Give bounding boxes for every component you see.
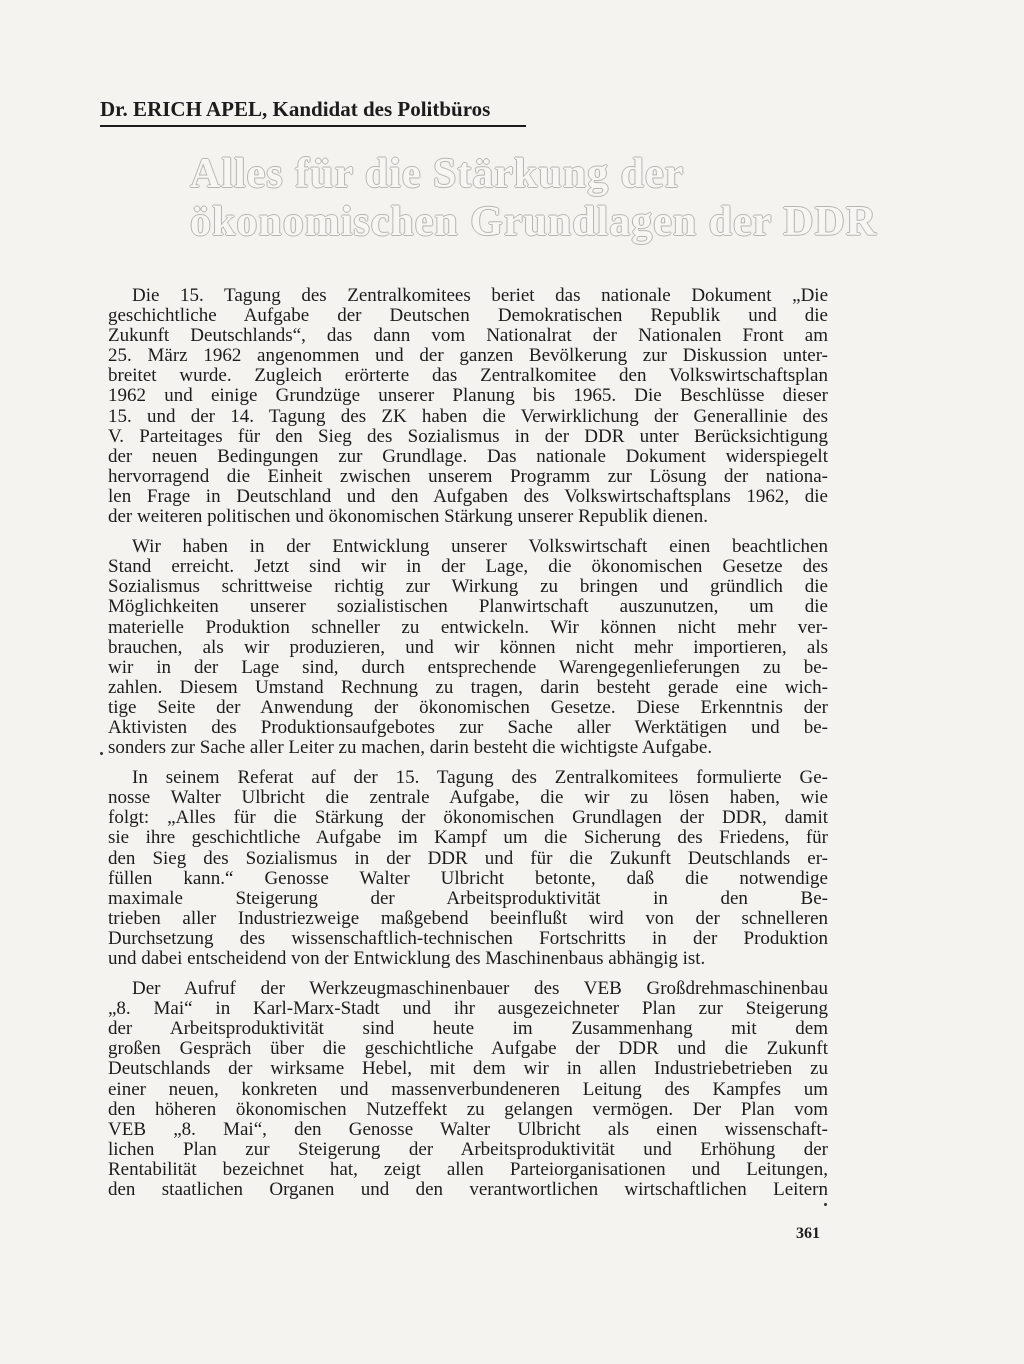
page-number: 361 [796, 1225, 820, 1242]
text-line: 15. und der 14. Tagung des ZK haben die Verwirklichung der Generallinie des [108, 406, 828, 427]
text-line: Stand erreicht. Jetzt sind wir in der Lage, die ökonomischen Gesetze des [108, 557, 828, 578]
text-line: folgt: „Alles für die Stärkung der ökonomischen Grundlagen der DDR, damit [108, 808, 828, 829]
headline-line-2: ökonomischen Grundlagen der DDR [190, 199, 878, 245]
text-line: und dabei entscheidend von der Entwicklung des Maschinenbaus abhängig ist. [108, 949, 706, 969]
text-line: hervorragend die Einheit zwischen unserem Programm zur Lösung der nationa- [108, 466, 828, 487]
text-line: Wir haben in der Entwicklung unserer Volkswirtschaft einen beachtlichen [132, 537, 828, 558]
text-line: „8. Mai“ in Karl-Marx-Stadt und ihr ausgezeichneter Plan zur Steigerung [108, 999, 828, 1020]
text-line: Der Aufruf der Werkzeugmaschinenbauer des VEB Großdrehmaschinenbau [132, 979, 828, 1000]
text-line: sonders zur Sache aller Leiter zu machen, darin besteht die wichtigste Aufgabe. [108, 738, 713, 759]
text-line: Durchsetzung des wissenschaftlich-technischen Fortschritts in der Produktion [108, 928, 828, 949]
text-line: materielle Produktion schneller zu entwickeln. Wir können nicht mehr ver- [108, 617, 828, 638]
text-line: geschichtliche Aufgabe der Deutschen Demokratischen Republik und die [108, 306, 828, 327]
paragraph-1 [108, 286, 828, 527]
text-line: Die 15. Tagung des Zentralkomitees beriet das nationale Dokument „Die [132, 286, 828, 306]
text-line: VEB „8. Mai“, den Genosse Walter Ulbricht als einen wissenschaft- [108, 1119, 828, 1140]
text-line: sie ihre geschichtliche Aufgabe im Kampf um die Sicherung des Friedens, für [108, 828, 828, 849]
text-line: Rentabilität bezeichnet hat, zeigt allen Parteiorganisationen und Leitungen, [108, 1159, 828, 1180]
text-line: einer neuen, konkreten und massenverbundeneren Leitung des Kampfes um [108, 1079, 828, 1100]
text-line: len Frage in Deutschland und den Aufgaben des Volkswirtschaftsplans 1962, die [108, 486, 828, 507]
text-line: V. Parteitages für den Sieg des Sozialismus in der DDR unter Berücksichtigung [108, 426, 828, 447]
text-line: füllen kann.“ Genosse Walter Ulbricht betonte, daß die notwendige [108, 868, 828, 889]
text-line: Zukunft Deutschlands“, das dann vom Nationalrat der Nationalen Front am [108, 326, 828, 347]
paragraph-3 [108, 768, 828, 969]
paragraph-2 [108, 537, 828, 758]
text-line: den staatlichen Organen und den verantwortlichen wirtschaftlichen Leitern [108, 1180, 828, 1201]
print-speck [824, 1203, 827, 1206]
text-line: der weiteren politischen und ökonomischen Stärkung unserer Republik dienen. [108, 507, 708, 528]
article-body [108, 286, 828, 1210]
text-line: brauchen, als wir produzieren, und wir können nicht mehr importieren, als [108, 637, 828, 658]
text-line: nosse Walter Ulbricht die zentrale Aufgabe, die wir zu lösen haben, wie [108, 788, 828, 809]
text-line: der neuen Bedingungen zur Grundlage. Das nationale Dokument widerspiegelt [108, 446, 828, 467]
text-line: lichen Plan zur Steigerung der Arbeitsproduktivität und Erhöhung der [108, 1139, 828, 1160]
text-line: Sozialismus schrittweise richtig zur Wirkung zu bringen und gründlich die [108, 577, 828, 598]
text-line: den Sieg des Sozialismus in der DDR und für die Zukunft Deutschlands er- [108, 848, 828, 869]
article-headline [190, 150, 878, 246]
text-line: wir in der Lage sind, durch entsprechende Warengegenlieferungen zu be- [108, 657, 828, 678]
text-line: In seinem Referat auf der 15. Tagung des Zentralkomitees formulierte Ge- [132, 768, 828, 789]
text-line: zahlen. Diesem Umstand Rechnung zu tragen, darin besteht gerade eine wich- [108, 677, 828, 698]
text-line: breitet wurde. Zugleich erörterte das Zentralkomitee den Volkswirtschaftsplan [108, 366, 828, 387]
text-line: tige Seite der Anwendung der ökonomischen Gesetze. Diese Erkenntnis der [108, 697, 828, 718]
text-line: Aktivisten des Produktionsaufgebotes zur Sache aller Werktätigen und be- [108, 717, 828, 738]
text-line: Deutschlands der wirksame Hebel, mit dem wir in allen Industriebetrieben zu [108, 1059, 828, 1080]
text-line: der Arbeitsproduktivität sind heute im Zusammenhang mit dem [108, 1019, 828, 1040]
text-line: trieben aller Industriezweige maßgebend beeinflußt wird von der schnelleren [108, 908, 828, 929]
text-line: den höheren ökonomischen Nutzeffekt zu gelangen vermögen. Der Plan vom [108, 1099, 828, 1120]
text-line: großen Gespräch über die geschichtliche Aufgabe der DDR und die Zukunft [108, 1039, 828, 1060]
print-speck [100, 752, 103, 755]
text-line: 25. März 1962 angenommen und der ganzen Bevölkerung zur Diskussion unter- [108, 346, 828, 367]
author-line: Dr. ERICH APEL, Kandidat des Politbüros [100, 96, 526, 127]
text-line: Möglichkeiten unserer sozialistischen Planwirtschaft auszunutzen, um die [108, 597, 828, 618]
text-line: maximale Steigerung der Arbeitsproduktivität in den Be- [108, 888, 828, 909]
text-line: 1962 und einige Grundzüge unserer Planung bis 1965. Die Beschlüsse dieser [108, 386, 828, 407]
paragraph-4 [108, 979, 828, 1200]
headline-line-1: Alles für die Stärkung der [190, 151, 685, 197]
